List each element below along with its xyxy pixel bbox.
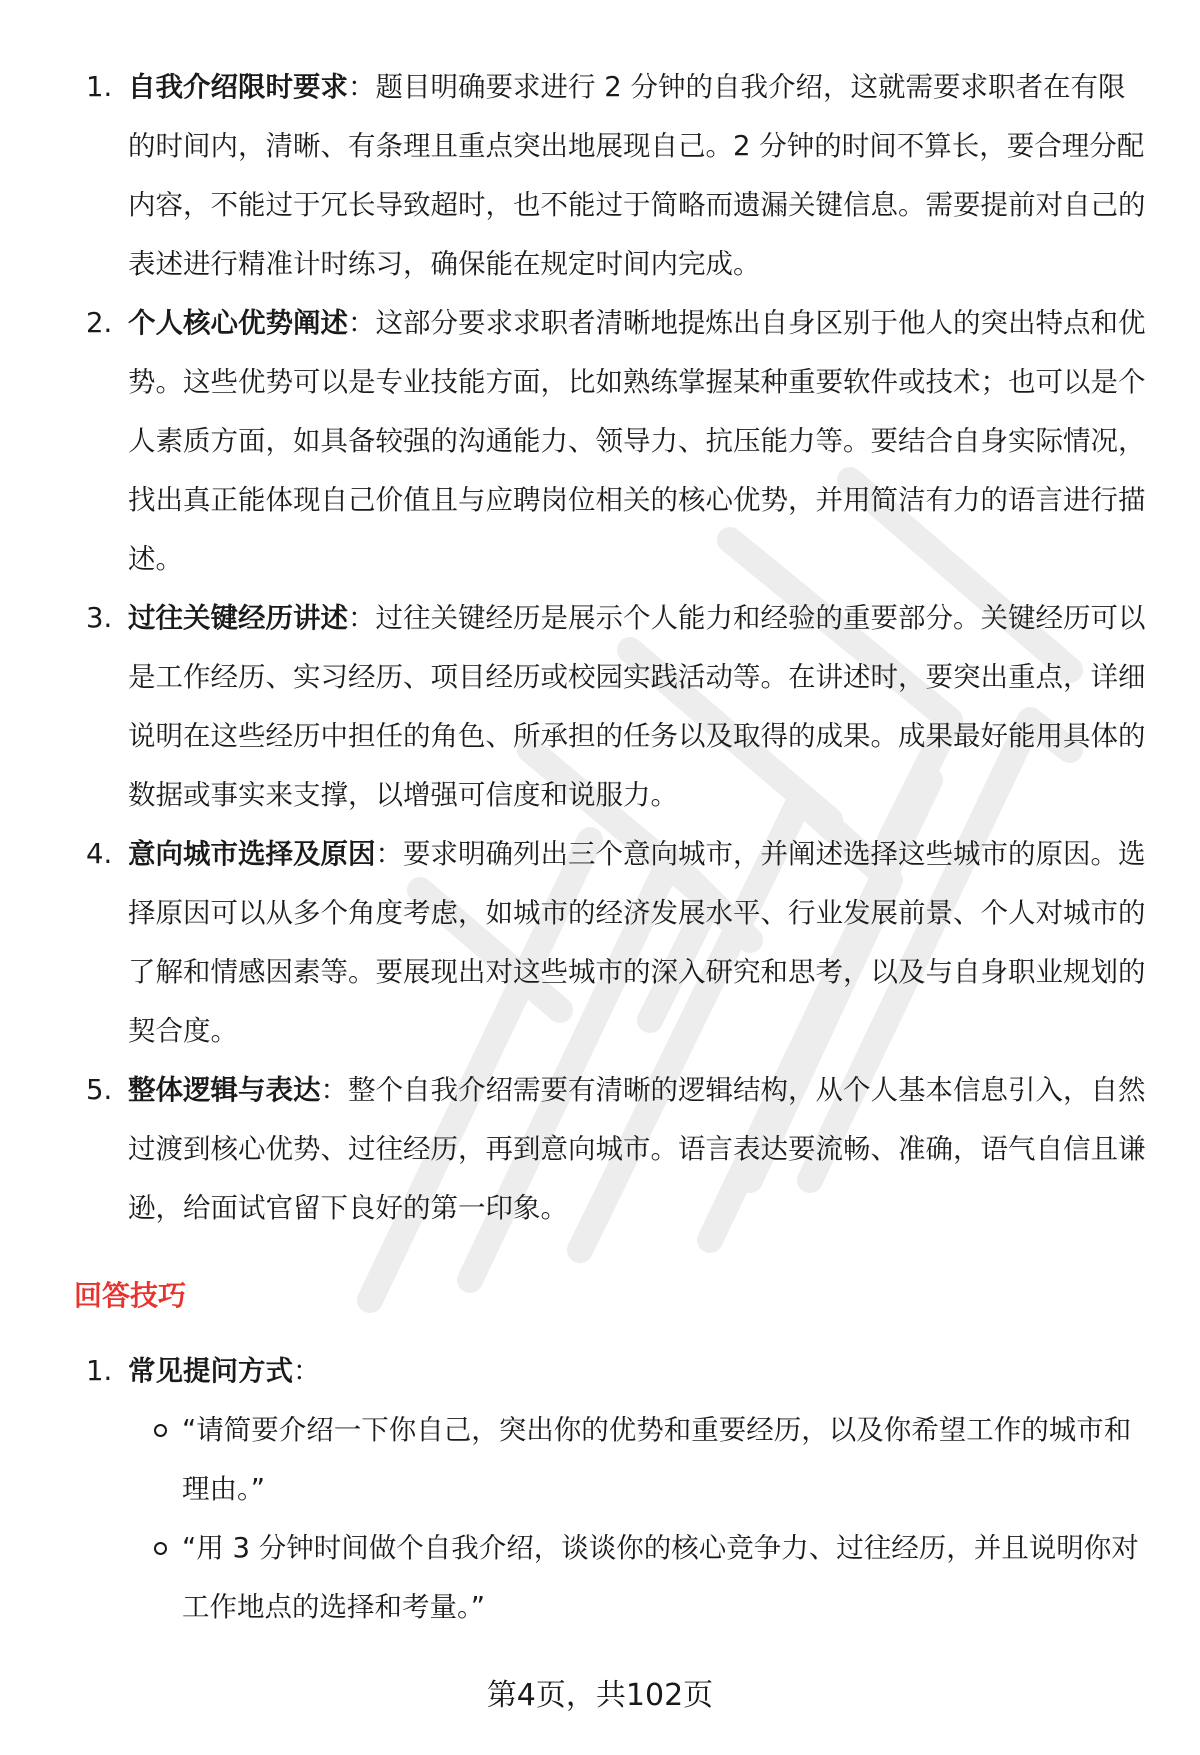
list-number: 1. — [86, 1355, 113, 1387]
requirement-title: 整体逻辑与表达 — [128, 1074, 321, 1106]
requirement-title: 过往关键经历讲述 — [128, 602, 348, 634]
requirement-text: 要求明确列出三个意向城市，并阐述选择这些城市的原因。选择原因可以从多个角度考虑，如城市的经济发展水平、行业发展前景、个人对城市的了解和情感因素等。要展现出对这些城市的深入研究和思考，以及与自身职业规划的契合度。 — [128, 838, 1146, 1047]
list-number: 5. — [86, 1074, 113, 1106]
requirements-list — [0, 58, 1200, 1238]
hollow-circle-bullet-icon — [154, 1424, 167, 1437]
title-separator: ： — [348, 307, 376, 339]
main-content — [0, 58, 1200, 1637]
example-questions-list — [128, 1401, 1152, 1637]
requirement-item-2 — [0, 294, 1200, 589]
hollow-circle-bullet-icon — [154, 1542, 167, 1555]
requirement-title: 个人核心优势阐述 — [128, 307, 348, 339]
requirement-title: 意向城市选择及原因 — [128, 838, 376, 870]
example-question-1 — [128, 1401, 1152, 1519]
list-number: 4. — [86, 838, 113, 870]
requirement-item-5 — [0, 1061, 1200, 1238]
page-footer: 第4页，共102页 — [486, 1678, 714, 1713]
title-separator: ： — [320, 1074, 348, 1106]
list-number: 3. — [86, 602, 113, 634]
list-number: 1. — [86, 71, 113, 103]
example-question-text: “用 3 分钟时间做个自我介绍，谈谈你的核心竞争力、过往经历，并且说明你对工作地点的选择和考量。” — [182, 1532, 1139, 1623]
requirement-item-3 — [0, 589, 1200, 825]
title-separator: ： — [348, 602, 376, 634]
example-question-text: “请简要介绍一下你自己，突出你的优势和重要经历，以及你希望工作的城市和理由。” — [182, 1414, 1132, 1505]
requirement-text: 题目明确要求进行 2 分钟的自我介绍，这就需要求职者在有限的时间内，清晰、有条理且重点突出地展现自己。2 分钟的时间不算长，要合理分配内容，不能过于冗长导致超时，也不能过于简略而遗漏关键信息。需要提前对自己的表述进行精准计时练习，确保能在规定时间内完成。 — [128, 71, 1146, 280]
tip-item-1 — [0, 1342, 1200, 1637]
title-separator: ： — [375, 838, 403, 870]
requirement-item-1 — [0, 58, 1200, 294]
requirement-title: 自我介绍限时要求 — [128, 71, 348, 103]
title-separator: ： — [348, 71, 376, 103]
title-separator: ： — [293, 1355, 321, 1387]
section-heading-answer-tips: 回答技巧 — [74, 1279, 187, 1312]
requirement-item-4 — [0, 825, 1200, 1061]
list-number: 2. — [86, 307, 113, 339]
tip-title: 常见提问方式 — [128, 1355, 293, 1387]
example-question-2 — [128, 1519, 1152, 1637]
requirement-text: 过往关键经历是展示个人能力和经验的重要部分。关键经历可以是工作经历、实习经历、项目经历或校园实践活动等。在讲述时，要突出重点，详细说明在这些经历中担任的角色、所承担的任务以及取得的成果。成果最好能用具体的数据或事实来支撑，以增强可信度和说服力。 — [128, 602, 1146, 811]
requirement-text: 整个自我介绍需要有清晰的逻辑结构，从个人基本信息引入，自然过渡到核心优势、过往经历，再到意向城市。语言表达要流畅、准确，语气自信且谦逊，给面试官留下良好的第一印象。 — [128, 1074, 1146, 1224]
requirement-text: 这部分要求求职者清晰地提炼出自身区别于他人的突出特点和优势。这些优势可以是专业技能方面，比如熟练掌握某种重要软件或技术；也可以是个人素质方面，如具备较强的沟通能力、领导力、抗压能力等。要结合自身实际情况，找出真正能体现自己价值且与应聘岗位相关的核心优势，并用简洁有力的语言进行描述。 — [128, 307, 1146, 575]
